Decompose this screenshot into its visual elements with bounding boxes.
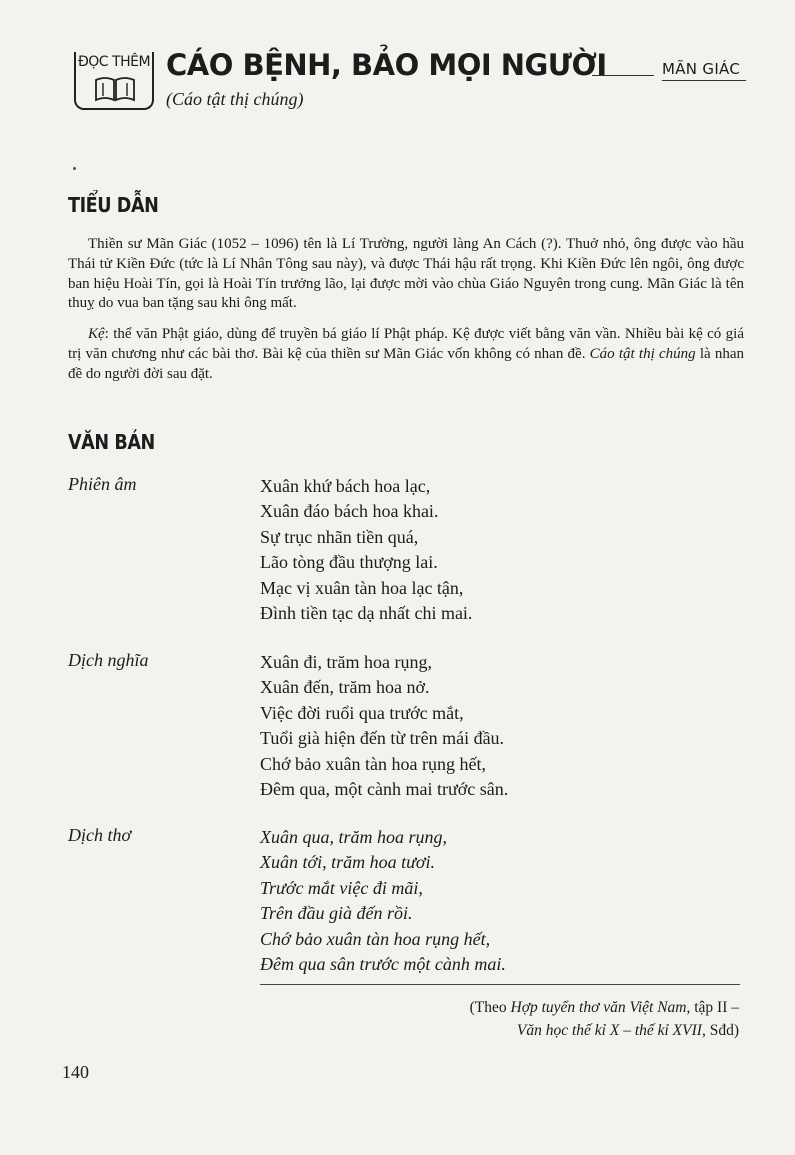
intro-paragraph-2 — [68, 325, 744, 384]
doc-them-badge — [74, 52, 154, 110]
poem-line: Đình tiền tạc dạ nhất chi mai. — [260, 603, 473, 624]
poem-line: Xuân khứ bách hoa lạc, — [260, 476, 431, 496]
poem-line: Xuân tới, trăm hoa tươi. — [260, 852, 436, 873]
poem-line: Xuân đến, trăm hoa nở. — [260, 677, 430, 698]
source-volume: , tập II – — [686, 999, 739, 1016]
dich-tho-label: Dịch thơ — [68, 825, 132, 845]
intro-paragraph-1: Thiền sư Mãn Giác (1052 – 1096) tên là Lí Trường, người làng An Cách (?). Thuở nhỏ, ông được vào hầu Thái tử Kiền Đức (tức là Lí Nhân Tông sau này), và được Thái hậu rất trọng. Khi Kiền Đức lên ngôi, ông được ban hiệu Hoài Tín, gọi là Hoài Tín trưởng lão, lại được mời vào chùa Giáo Nguyên trong cung. Mãn Giác là tên thuỵ do vua ban tặng sau khi ông mất. — [68, 236, 744, 312]
intro-heading: TIỂU DẪN — [68, 193, 159, 217]
source-line-2 — [470, 1019, 739, 1042]
ke-definition-end: là nhan đề do người đời sau đặt. — [68, 345, 744, 382]
poem-line: Xuân qua, trăm hoa rụng, — [260, 827, 448, 847]
book-icon — [94, 76, 136, 102]
poem-line: Trước mắt việc đi mãi, — [260, 877, 423, 898]
poem-line: Sự trục nhãn tiền quá, — [260, 526, 419, 547]
author-name: MÃN GIÁC — [662, 60, 741, 78]
phien-am-label: Phiên âm — [68, 474, 137, 494]
page-number: 140 — [62, 1062, 89, 1082]
source-prefix: (Theo — [469, 999, 511, 1016]
text-heading: VĂN BẢN — [68, 430, 155, 454]
speck — [73, 167, 76, 170]
source-line-1 — [470, 996, 739, 1019]
poem-title-ref: Cáo tật thị chúng — [589, 345, 696, 362]
source-citation — [470, 996, 739, 1042]
poem-line: Tuổi già hiện đến từ trên mái đầu. — [260, 728, 505, 749]
dich-tho-poem — [260, 825, 506, 977]
poem-line: Xuân đi, trăm hoa rụng, — [260, 652, 432, 672]
source-volume-title: Văn học thế kỉ X – thế kỉ XVII — [516, 1022, 702, 1039]
article-title: CÁO BỆNH, BẢO MỌI NGƯỜI — [166, 48, 607, 82]
ke-term: Kệ — [88, 326, 105, 342]
poem-line: Chớ bảo xuân tàn hoa rụng hết, — [260, 928, 491, 949]
phien-am-poem — [260, 474, 472, 626]
poem-line: Chớ bảo xuân tàn hoa rụng hết, — [260, 753, 486, 774]
poem-line: Đêm qua, một cành mai trước sân. — [260, 779, 509, 800]
dich-nghia-label: Dịch nghĩa — [68, 650, 149, 670]
badge-label: ĐỌC THÊM — [77, 54, 151, 70]
poem-line: Lão tòng đầu thượng lai. — [260, 552, 438, 573]
poem-line: Đêm qua sân trước một cành mai. — [260, 954, 506, 975]
poem-line: Việc đời ruổi qua trước mắt, — [260, 702, 464, 723]
source-rule — [260, 984, 740, 985]
author-rule — [662, 80, 746, 81]
dich-nghia-poem — [260, 650, 508, 802]
source-suffix: , Sđd) — [701, 1022, 739, 1039]
title-rule — [592, 75, 654, 76]
poem-line: Mạc vị xuân tàn hoa lạc tận, — [260, 577, 464, 598]
poem-line: Trên đầu già đến rồi. — [260, 903, 413, 924]
source-book: Hợp tuyển thơ văn Việt Nam — [510, 999, 687, 1016]
ke-definition: : thể văn Phật giáo, dùng để truyền bá giáo lí Phật pháp. Kệ được viết bằng văn vần. Nhiều bài kệ có giá trị văn chương như các bài thơ. Bài kệ của thiền sư Mãn Giác vốn không có nhan đề. — [68, 326, 744, 362]
poem-line: Xuân đáo bách hoa khai. — [260, 501, 439, 522]
subtitle: (Cáo tật thị chúng) — [166, 89, 304, 109]
